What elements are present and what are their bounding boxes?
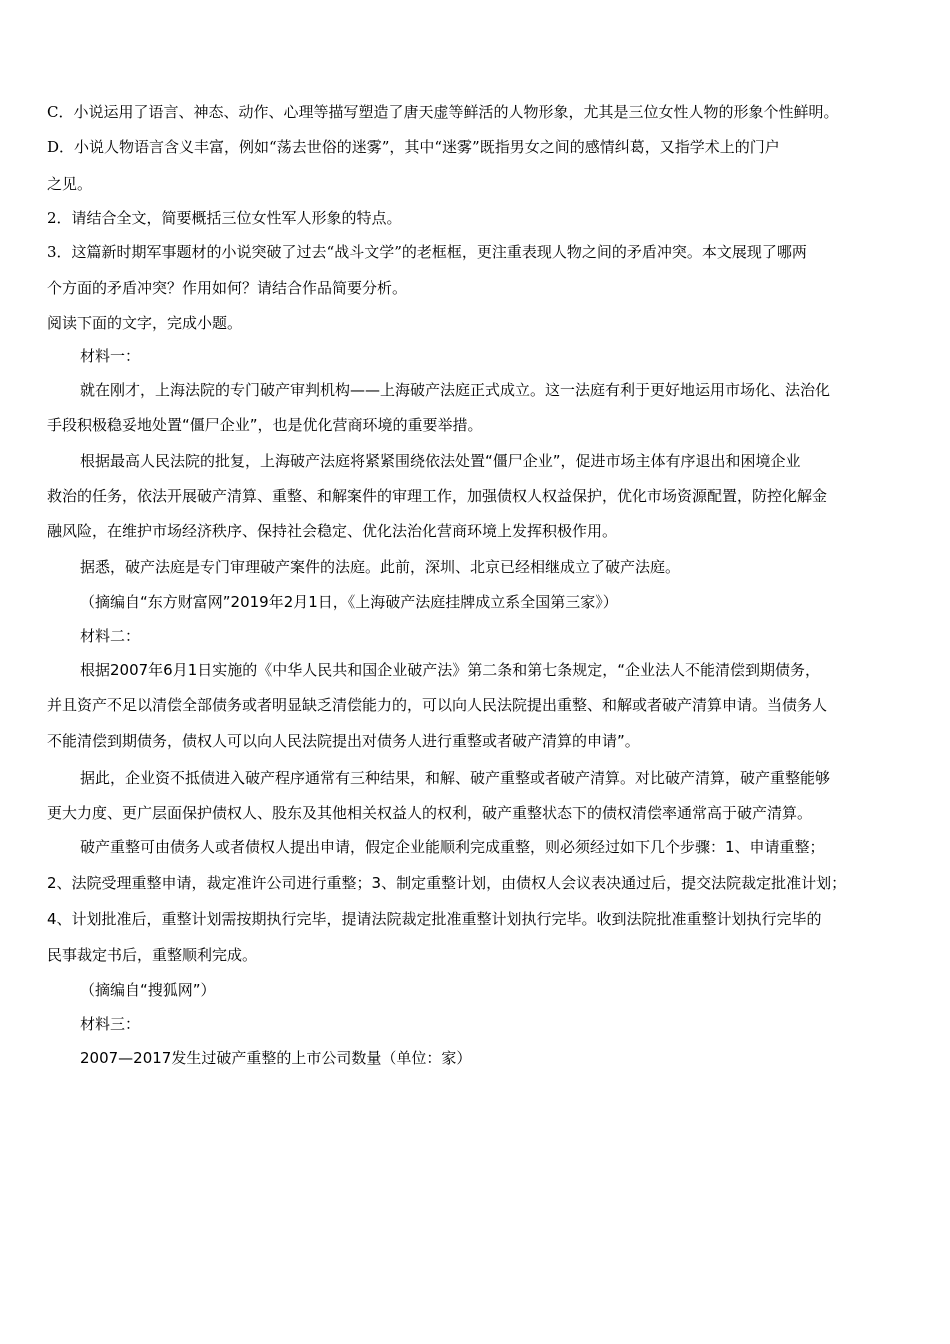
material3-heading: 材料三： xyxy=(80,1015,141,1033)
option-c: C．小说运用了语言、神态、动作、心理等描写塑造了唐天虚等鲜活的人物形象，尤其是三位女性人物的形象个性鲜明。 xyxy=(47,103,839,121)
material1-p2-line3: 融风险，在维护市场经济秩序、保持社会稳定、优化法治化营商环境上发挥积极作用。 xyxy=(47,522,618,540)
material2-p3-line4: 民事裁定书后，重整顺利完成。 xyxy=(47,946,258,964)
question-3-line2: 个方面的矛盾冲突？作用如何？请结合作品简要分析。 xyxy=(47,279,408,297)
material1-p3: 据悉，破产法庭是专门审理破产案件的法庭。此前，深圳、北京已经相继成立了破产法庭。 xyxy=(80,558,681,576)
material1-p1-line2: 手段积极稳妥地处置“僵尸企业”，也是优化营商环境的重要举措。 xyxy=(47,416,483,434)
material2-p3-line3: 4、计划批准后，重整计划需按期执行完毕，提请法院裁定批准重整计划执行完毕。收到法院批准重整计划执行完毕的 xyxy=(47,910,822,928)
material2-p2-line1: 据此，企业资不抵债进入破产程序通常有三种结果，和解、破产重整或者破产清算。对比破产清算，破产重整能够 xyxy=(80,769,831,787)
option-d-line1: D．小说人物语言含义丰富，例如“荡去世俗的迷雾”，其中“迷雾”既指男女之间的感情纠葛，又指学术上的门户 xyxy=(47,138,780,156)
material2-p1-line1: 根据2007年6月1日实施的《中华人民共和国企业破产法》第二条和第七条规定，“企业法人不能清偿到期债务， xyxy=(80,661,821,679)
material2-p1-line2: 并且资产不足以清偿全部债务或者明显缺乏清偿能力的，可以向人民法院提出重整、和解或者破产清算申请。当债务人 xyxy=(47,696,828,714)
material1-p2-line1: 根据最高人民法院的批复，上海破产法庭将紧紧围绕依法处置“僵尸企业”，促进市场主体有序退出和困境企业 xyxy=(80,452,801,470)
material2-source: （摘编自“搜狐网”） xyxy=(80,981,216,999)
question-2: 2．请结合全文，简要概括三位女性军人形象的特点。 xyxy=(47,209,402,227)
question-3-line1: 3．这篇新时期军事题材的小说突破了过去“战斗文学”的老框框，更注重表现人物之间的矛盾冲突。本文展现了哪两 xyxy=(47,243,807,261)
reading-instruction: 阅读下面的文字，完成小题。 xyxy=(47,314,243,332)
material2-p1-line3: 不能清偿到期债务，债权人可以向人民法院提出对债务人进行重整或者破产清算的申请”。 xyxy=(47,732,640,750)
material2-p3-line2: 2、法院受理重整申请，裁定准许公司进行重整；3、制定重整计划，由债权人会议表决通过后，提交法院裁定批准计划； xyxy=(47,874,847,892)
material1-p1-line1: 就在刚才，上海法院的专门破产审判机构——上海破产法庭正式成立。这一法庭有利于更好地运用市场化、法治化 xyxy=(80,381,831,399)
material3-caption: 2007—2017发生过破产重整的上市公司数量（单位：家） xyxy=(80,1049,472,1067)
material1-heading: 材料一： xyxy=(80,347,141,365)
option-d-line2: 之见。 xyxy=(47,175,93,193)
material2-p2-line2: 更大力度、更广层面保护债权人、股东及其他相关权益人的权利，破产重整状态下的债权清偿率通常高于破产清算。 xyxy=(47,804,813,822)
material1-source: （摘编自“东方财富网”2019年2月1日，《上海破产法庭挂牌成立系全国第三家》） xyxy=(80,593,618,611)
material1-p2-line2: 救治的任务，依法开展破产清算、重整、和解案件的审理工作，加强债权人权益保护，优化市场资源配置，防控化解金 xyxy=(47,487,828,505)
material2-heading: 材料二： xyxy=(80,627,141,645)
material2-p3-line1: 破产重整可由债务人或者债权人提出申请，假定企业能顺利完成重整，则必须经过如下几个步骤：1、申请重整； xyxy=(80,838,825,856)
